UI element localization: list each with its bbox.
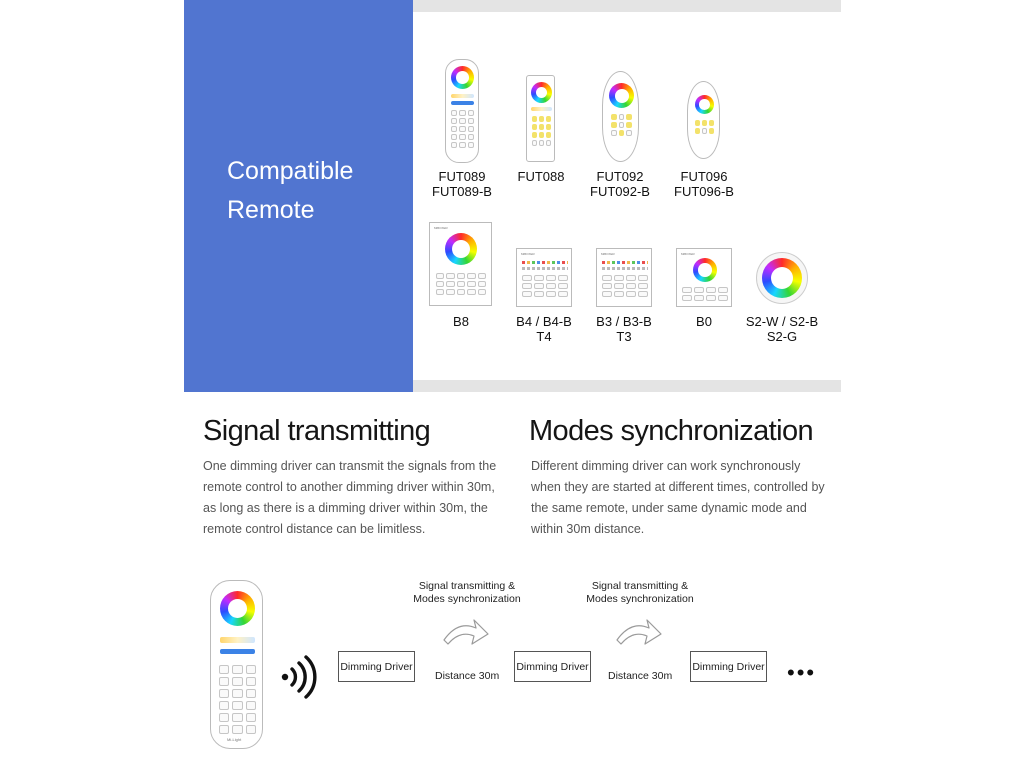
product-page (184, 0, 841, 768)
distance-label-2: Distance 30m (608, 670, 673, 682)
s2-remote-image (756, 252, 808, 304)
remote-name-fut092: FUT092 FUT092-B (590, 169, 650, 199)
bottom-divider-strip (413, 380, 841, 392)
modes-synchronization-text: Different dimming driver can work synchronously when they are started at different times, controlled by the same remote, under same dynamic mode and within 30m distance. (531, 459, 825, 536)
continuation-ellipsis: ••• (787, 660, 817, 685)
remote-name-fut096: FUT096 FUT096-B (674, 169, 734, 199)
top-divider-strip (413, 0, 841, 12)
fut096-remote-image (687, 81, 720, 159)
distance-label-1: Distance 30m (435, 670, 500, 682)
fut088-remote-image (526, 75, 555, 162)
remote-name-b4: B4 / B4-B T4 (516, 314, 572, 344)
b8-panel-image: MiBOXER (429, 222, 492, 306)
remote-name-b8: B8 (453, 314, 469, 329)
remote-control-icon: Mi-Light (210, 580, 263, 749)
sync-label-2: Signal transmitting & Modes synchronization (586, 580, 694, 605)
fut092-remote-image (602, 71, 639, 162)
signal-transmitting-text: One dimming driver can transmit the signals from the remote control to another dimming driver within 30m, as long as there is a dimming driver within 30m, the remote control distance can be limitless. (203, 459, 497, 536)
modes-synchronization-heading: Modes synchronization (529, 415, 813, 447)
b0-panel-image: MiBOXER (676, 248, 732, 307)
b3-panel-image: MiBOXER (596, 248, 652, 307)
curved-arrow-icon (613, 614, 665, 650)
remote-name-b3: B3 / B3-B T3 (596, 314, 652, 344)
signal-transmitting-heading: Signal transmitting (203, 415, 431, 447)
curved-arrow-icon (440, 614, 492, 650)
wireless-signal-icon (280, 654, 320, 700)
dimming-driver-box-1: Dimming Driver (338, 651, 415, 682)
fut089-remote-image (445, 59, 479, 163)
dimming-driver-box-2: Dimming Driver (514, 651, 591, 682)
remote-name-s2: S2-W / S2-B S2-G (745, 314, 819, 344)
dimming-driver-box-3: Dimming Driver (690, 651, 767, 682)
remote-name-fut089: FUT089 FUT089-B (432, 169, 492, 199)
b4-panel-image: MiBOXER (516, 248, 572, 307)
compatible-remote-title: Compatible Remote (227, 157, 354, 224)
compatible-remote-panel (184, 0, 413, 392)
remote-name-b0: B0 (696, 314, 712, 329)
remote-name-fut088: FUT088 (517, 169, 565, 184)
sync-label-1: Signal transmitting & Modes synchronization (413, 580, 521, 605)
